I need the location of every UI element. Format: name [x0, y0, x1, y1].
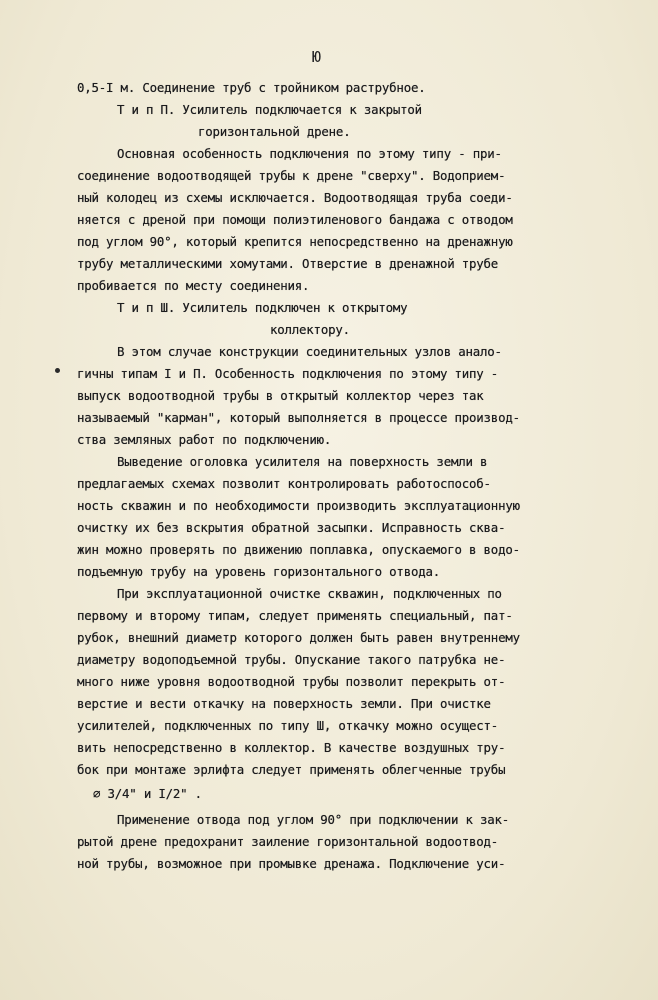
text-line: жин можно проверять по движению поплавка, опускаемого в водо- [77, 542, 520, 557]
text-line: Основная особенность подключения по этому типу - при- [117, 146, 502, 161]
text-line: ной трубы, возможное при промывке дренажа. Подключение уси- [77, 856, 506, 871]
text-line: под углом 90°, который крепится непосредственно на дренажную [77, 234, 513, 249]
text-line: ный колодец из схемы исключается. Водоотводящая труба соеди- [77, 190, 513, 205]
text-line: рытой дрене предохранит заиление горизонтальной водоотвод- [77, 834, 499, 849]
text-line: выпуск водоотводной трубы в открытый коллектор через так [77, 388, 484, 403]
text-line: очистку их без вскрытия обратной засыпки. Исправность сква- [77, 520, 506, 535]
text-line: ства земляных работ по подключению. [77, 432, 332, 447]
text-line: много ниже уровня водоотводной трубы позволит перекрыть от- [77, 674, 506, 689]
text-line: При эксплуатационной очистке скважин, подключенных по [117, 586, 502, 601]
type-heading-cont: горизонтальной дрене. [198, 124, 351, 139]
text-line: Применение отвода под углом 90° при подключении к зак- [117, 812, 510, 827]
text-line: гичны типам I и П. Особенность подключения по этому типу - [77, 366, 499, 381]
margin-dot [55, 368, 60, 373]
text-line: подъемную трубу на уровень горизонтального отвода. [77, 564, 440, 579]
text-line: Выведение оголовка усилителя на поверхность земли в [117, 454, 488, 469]
text-line: ность скважин и по необходимости производить эксплуатационную [77, 498, 520, 513]
text-line: предлагаемых схемах позволит контролировать работоспособ- [77, 476, 491, 491]
pipe-sizes-line: ⌀ 3/4" и I/2" . [93, 786, 202, 801]
text-line: верстие и вести откачку на поверхность земли. При очистке [77, 696, 491, 711]
type-heading-cont: коллектору. [270, 322, 350, 337]
text-line: диаметру водоподъемной трубы. Опускание такого патрубка не- [77, 652, 506, 667]
text-line: усилителей, подключенных по типу Ш, откачку можно осущест- [77, 718, 499, 733]
text-line: пробивается по месту соединения. [77, 278, 310, 293]
text-line: бок при монтаже эрлифта следует применять облегченные трубы [77, 762, 506, 777]
type-heading: Т и п Ш. Усилитель подключен к открытому [117, 300, 408, 315]
text-line: вить непосредственно в коллектор. В качестве воздушных тру- [77, 740, 506, 755]
text-line: называемый "карман", который выполняется в процессе производ- [77, 410, 520, 425]
page-number: Ю [312, 48, 322, 66]
text-line: трубу металлическими хомутами. Отверстие в дренажной трубе [77, 256, 499, 271]
type-heading: Т и п П. Усилитель подключается к закрытой [117, 102, 422, 117]
text-line: В этом случае конструкции соединительных узлов анало- [117, 344, 502, 359]
text-line: рубок, внешний диаметр которого должен быть равен внутреннему [77, 630, 520, 645]
text-line: няется с дреной при помощи полиэтиленового бандажа с отводом [77, 212, 513, 227]
text-line: первому и второму типам, следует применять специальный, пат- [77, 608, 513, 623]
text-line: соединение водоотводящей трубы к дрене "сверху". Водоприем- [77, 168, 506, 183]
text-line: 0,5-I м. Соединение труб с тройником раструбное. [77, 80, 426, 95]
